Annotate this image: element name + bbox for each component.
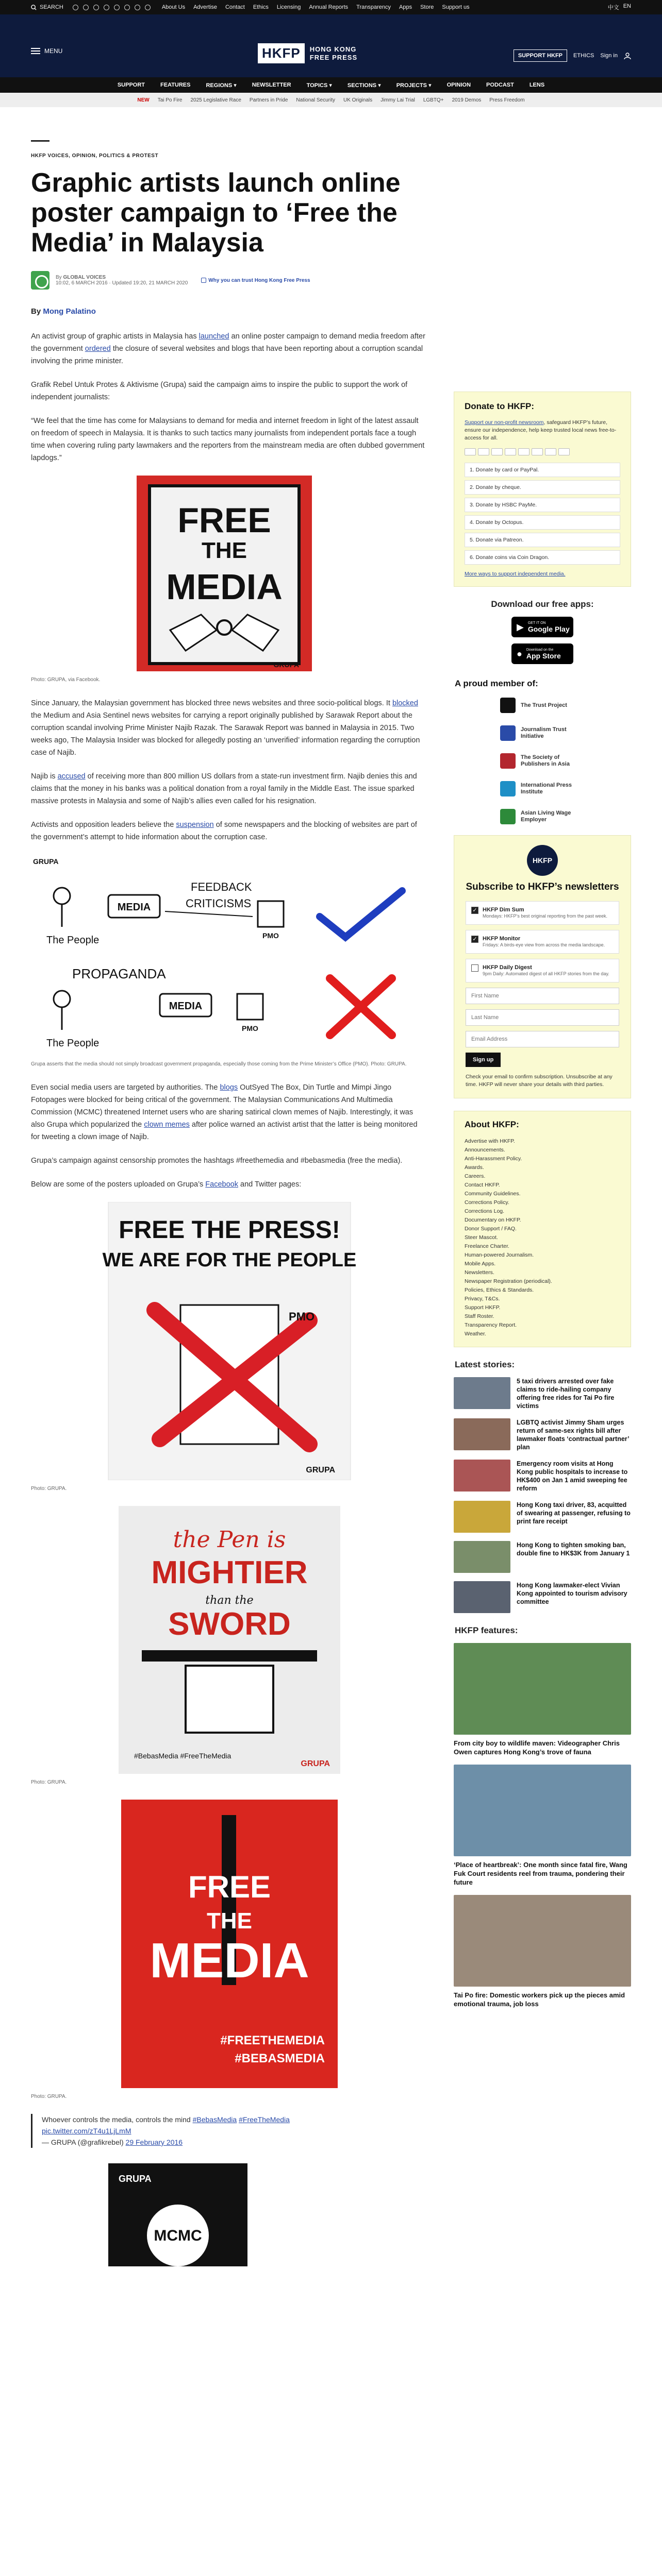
gp-line-2: Google Play (527, 625, 570, 633)
article-dates: 10:02, 6 MARCH 2016 · Updated 19:20, 21 MARCH 2020 (56, 280, 188, 286)
search-label: SEARCH (40, 4, 63, 10)
donate-option[interactable]: 3. Donate by HSBC PayMe. (465, 498, 620, 512)
mcmc-signature: GRUPA (119, 2174, 152, 2184)
embedded-tweet (31, 2114, 428, 2148)
text: and Twitter pages: (240, 1180, 302, 1189)
email-field[interactable] (466, 1031, 619, 1047)
caption-2: Grupa asserts that the media should not simply broadcast government propaganda, especially those coming from the Prime Minister’s Office (PMO). Photo: GRUPA. (31, 1061, 407, 1067)
about-item[interactable]: Privacy, T&Cs. (465, 1296, 500, 1302)
text: OutSyed The Box, Din Turtle and Mimpi Jingo Fotopages were blocked for being critical of the government. The Malaysian Communications And Multimedia Commission (MCMC) threatened Internet users who are sharing satirical clown memes of Najib. Interestingly, it was also Grupa which popularized the (31, 1083, 413, 1129)
toplink-transparency[interactable]: Transparency (356, 4, 391, 10)
latest-story[interactable] (454, 1581, 631, 1613)
checkbox-digest[interactable] (471, 964, 478, 972)
story-title: Hong Kong taxi driver, 83, acquitted of swearing at passenger, refusing to print fare receipt (517, 1501, 631, 1525)
donate-title: Donate to HKFP: (465, 401, 535, 411)
donate-option[interactable]: 4. Donate by Octopus. (465, 515, 620, 530)
feature-story[interactable] (454, 1895, 631, 2008)
nav-projects[interactable]: PROJECTS ▾ (396, 82, 432, 89)
jti-logo (500, 725, 516, 741)
link-blogs[interactable]: blogs (220, 1083, 238, 1092)
site-logo[interactable] (258, 43, 357, 63)
newsletter-desc: Mondays: HKFP’s best original reporting from the past week. (483, 913, 607, 919)
donate-box (454, 392, 631, 587)
caption-3: Photo: GRUPA. (31, 1486, 67, 1492)
latest-story[interactable] (454, 1460, 631, 1493)
text: of receiving more than 800 million US dollars from a state-run investment firm. Najib denies this and claims that the money in his banks was a political donation from a royal family in the Middle East. The issue sparked massive protests in Malaysia and some of Najib’s allies even called for his resignation. (31, 772, 417, 805)
caption-4: Photo: GRUPA. (31, 1780, 67, 1785)
search-button[interactable] (31, 4, 63, 10)
story-thumbnail (454, 1460, 510, 1492)
link-clown-memes[interactable]: clown memes (144, 1121, 190, 1129)
newsletter-option-monitor[interactable] (466, 930, 619, 954)
text: Activists and opposition leaders believe the (31, 821, 174, 829)
about-title: About HKFP: (465, 1120, 519, 1129)
cartoon-media-2: MEDIA (169, 1001, 203, 1012)
trending-item[interactable]: Jimmy Lai Trial (380, 97, 415, 103)
text: Since January, the Malaysian government has blocked three news websites and three socio-political blogs. It (31, 699, 390, 707)
nav-opinion[interactable]: OPINION (446, 82, 471, 88)
latest-story[interactable] (454, 1418, 631, 1451)
text: Below are some of the posters uploaded on Grupa’s (31, 1180, 204, 1189)
paragraph-4 (31, 697, 428, 759)
toplink-store[interactable]: Store (420, 4, 434, 10)
trust-project-link[interactable] (201, 278, 310, 283)
nav-features[interactable]: FEATURES (160, 82, 191, 88)
fm-line-2: THE (207, 1908, 252, 1934)
google-pay-icon (558, 448, 570, 455)
by-prefix: By (56, 275, 62, 280)
press-pmo: PMO (289, 1310, 315, 1323)
google-play-icon: ▶ (517, 621, 524, 632)
nav-lens[interactable]: LENS (529, 82, 545, 88)
member-name: The Society of Publishers in Asia (521, 754, 570, 767)
link-suspension[interactable]: suspension (176, 821, 214, 829)
trending-item[interactable]: Partners in Pride (249, 97, 288, 103)
nav-newsletter[interactable]: NEWSLETTER (252, 82, 291, 88)
feature-image (454, 1765, 631, 1856)
story-title: LGBTQ activist Jimmy Sham urges return of same-sex rights bill after lawmaker floats ‘contractual partner’ plan (517, 1419, 629, 1451)
text: Najib is (31, 772, 56, 781)
mcmc-text: MCMC (154, 2227, 202, 2244)
fist-shape (186, 1666, 273, 1733)
press-line-2: WE ARE FOR THE PEOPLE (102, 1249, 357, 1271)
pen-tags: #BebasMedia #FreeTheMedia (134, 1752, 231, 1760)
toplink-apps[interactable]: Apps (399, 4, 412, 10)
pmo-figure-1 (258, 901, 284, 927)
poster-signature: GRUPA (273, 660, 299, 669)
main-nav (0, 77, 662, 93)
payment-icons (465, 448, 620, 455)
text: an online poster campaign to demand media freedom after the government (31, 332, 425, 353)
about-item[interactable]: Policies, Ethics & Standards. (465, 1287, 534, 1293)
paragraph-7 (31, 1081, 428, 1143)
about-item[interactable]: Human-powered Journalism. (465, 1252, 534, 1258)
about-list (465, 1137, 620, 1338)
donate-text (465, 419, 620, 442)
article-category[interactable]: HKFP VOICES, OPINION, POLITICS & PROTEST (31, 153, 159, 159)
press-line-1: FREE THE PRESS! (119, 1216, 340, 1244)
last-name-field[interactable] (466, 1009, 619, 1026)
tweet-author: — GRUPA (@grafikrebel) (42, 2138, 124, 2146)
about-item[interactable]: Mobile Apps. (465, 1261, 496, 1267)
link-launched[interactable]: launched (198, 332, 229, 341)
member-trust-project[interactable] (500, 696, 631, 715)
pen-line-3: than the (205, 1594, 254, 1607)
cartoon-signature: GRUPA (33, 857, 59, 866)
text: An activist group of graphic artists in Malaysia has (31, 332, 197, 341)
cartoon-criticisms: CRITICISMS (186, 897, 252, 910)
pen-signature: GRUPA (301, 1759, 330, 1768)
nav-regions[interactable]: REGIONS ▾ (206, 82, 237, 89)
story-thumbnail (454, 1377, 510, 1409)
sopa-logo (500, 753, 516, 769)
newsletter-name: HKFP Monitor (483, 936, 521, 942)
member-living-wage[interactable] (500, 807, 631, 826)
story-thumbnail (454, 1501, 510, 1533)
amex-icon (491, 448, 503, 455)
features-title: HKFP features: (455, 1625, 518, 1635)
newsletter-desc: 9pm Daily: Automated digest of all HKFP stories from the day. (483, 971, 609, 976)
pmo-figure-2 (237, 994, 263, 1020)
member-list (454, 696, 631, 826)
trending-item[interactable]: LGBTQ+ (423, 97, 444, 103)
language-switcher (608, 3, 631, 11)
pen-line-1: the Pen is (173, 1527, 286, 1553)
trending-item[interactable]: UK Originals (343, 97, 373, 103)
sidebar (454, 392, 631, 2016)
toplink-annual-reports[interactable]: Annual Reports (309, 4, 349, 10)
app-store-text (526, 648, 561, 660)
nav-support[interactable]: SUPPORT (117, 82, 145, 88)
member-name: The Trust Project (521, 702, 567, 708)
about-item[interactable]: Newsletters. (465, 1269, 494, 1276)
trending-item[interactable]: Tai Po Fire (157, 97, 183, 103)
byline (31, 271, 428, 290)
newsletter-title: Subscribe to HKFP’s newsletters (466, 882, 619, 892)
as-line-2: App Store (526, 652, 561, 660)
toplink-advertise[interactable]: Advertise (193, 4, 217, 10)
more-ways-link[interactable]: More ways to support independent media. (465, 571, 566, 577)
lang-en[interactable]: EN (623, 3, 631, 9)
story-thumbnail (454, 1418, 510, 1450)
paragraph-9 (31, 1178, 428, 1191)
story-thumbnail (454, 1581, 510, 1613)
about-item[interactable]: Steer Mascot. (465, 1234, 498, 1241)
about-item[interactable]: Corrections Policy. (465, 1199, 509, 1206)
top-links (162, 4, 470, 10)
apps-title: Download our free apps: (491, 599, 594, 609)
jcb-icon (505, 448, 516, 455)
about-item[interactable]: Donor Support / FAQ. (465, 1226, 517, 1232)
about-item[interactable]: Documentary on HKFP. (465, 1217, 521, 1223)
linkedin-icon[interactable] (135, 5, 140, 10)
paragraph-2: Grafik Rebel Untuk Protes & Aktivisme (Grupa) said the campaign aims to inspire the public to support the work of independent journalists: (31, 381, 408, 401)
mastodon-icon[interactable] (145, 5, 151, 10)
caption-1: Photo: GRUPA, via Facebook. (31, 677, 101, 683)
newsletter-option-digest[interactable] (466, 959, 619, 982)
donate-option[interactable]: 5. Donate via Patreon. (465, 533, 620, 547)
search-icon (31, 5, 37, 10)
unionpay-icon (532, 448, 543, 455)
member-ipi[interactable] (500, 779, 631, 798)
poster-line-media: MEDIA (166, 567, 283, 607)
paragraph-8: Grupa’s campaign against censorship promotes the hashtags #freethemedia and #bebasmedia (free the media). (31, 1157, 403, 1165)
logo-abbr: HKFP (258, 43, 305, 63)
menu-label: MENU (44, 47, 63, 55)
trending-item[interactable]: 2025 Legislative Race (190, 97, 241, 103)
feature-image (454, 1895, 631, 1987)
red-free-media-poster (31, 1800, 428, 2088)
bluesky-icon[interactable] (114, 5, 120, 10)
tweet-hashtag-2[interactable]: #FreeTheMedia (239, 2115, 290, 2124)
about-item[interactable]: Advertise with HKFP. (465, 1138, 515, 1144)
newsletter-note: Check your email to confirm subscription. Unsubscribe at any time. HKFP will never share your details with third parties. (466, 1074, 613, 1088)
lang-zh[interactable]: 中文 (607, 5, 619, 11)
logo-text (310, 45, 357, 62)
cartoon-propaganda: PROPAGANDA (72, 966, 166, 981)
paragraph-1 (31, 330, 428, 367)
living-wage-logo (500, 809, 516, 824)
text: Even social media users are targeted by authorities. The (31, 1083, 218, 1092)
member-sopa[interactable] (500, 752, 631, 770)
about-item[interactable]: Corrections Log. (465, 1208, 505, 1214)
toplink-ethics[interactable]: Ethics (253, 4, 269, 10)
member-name: International Press Institute (521, 782, 572, 795)
mastercard-icon (478, 448, 489, 455)
paypal-icon (518, 448, 529, 455)
latest-story[interactable] (454, 1541, 631, 1573)
about-item[interactable]: Staff Roster. (465, 1313, 494, 1319)
newsletter-box (454, 835, 631, 1098)
instagram-icon[interactable] (93, 5, 99, 10)
pen-shape (142, 1650, 317, 1662)
text: of some newspapers and the blocking of websites are part of the government’s attempt to hide information about the corruption case. (31, 821, 417, 841)
about-item[interactable]: Awards. (465, 1164, 484, 1171)
press-signature: GRUPA (306, 1466, 335, 1475)
author-line (31, 307, 428, 316)
feature-image (454, 1643, 631, 1735)
facebook-icon[interactable] (83, 5, 89, 10)
about-item[interactable]: Community Guidelines. (465, 1191, 521, 1197)
newsletter-option-dimsum[interactable] (466, 901, 619, 925)
site-header (0, 14, 662, 77)
about-item[interactable]: Newspaper Registration (periodical). (465, 1278, 552, 1284)
free-the-press-poster (31, 1202, 428, 1480)
google-play-button[interactable] (511, 617, 573, 637)
about-item[interactable]: Announcements. (465, 1147, 505, 1153)
about-item[interactable]: Support HKFP. (465, 1304, 501, 1311)
cartoon-pmo-1: PMO (262, 931, 279, 940)
cartoon-people-1: The People (46, 935, 100, 946)
menu-button[interactable] (31, 47, 62, 55)
newsletter-logo: HKFP (527, 845, 558, 876)
pen-line-2: MIGHTIER (151, 1555, 308, 1590)
fm-tag-2: #BEBASMEDIA (235, 2052, 325, 2065)
user-icon[interactable] (624, 52, 631, 59)
twitter-icon[interactable] (73, 5, 78, 10)
header-actions (514, 49, 631, 62)
story-title: Emergency room visits at Hong Kong public hospitals to increase to HK$400 on Jan 1 amid sweeping fee reform (517, 1460, 628, 1492)
pen-mightier-poster (31, 1506, 428, 1774)
link-blocked[interactable]: blocked (392, 699, 418, 707)
signin-link[interactable]: Sign in (600, 53, 618, 59)
latest-story[interactable] (454, 1501, 631, 1533)
cartoon-pmo-2: PMO (242, 1024, 258, 1032)
cartoon-people-2: The People (46, 1038, 100, 1049)
media-feedback-cartoon (31, 855, 428, 1056)
toplink-support[interactable]: Support us (442, 4, 470, 10)
story-title: 5 taxi drivers arrested over fake claims to ride-hailing company offering free rides for Tai Po fire victims (517, 1378, 615, 1410)
trending-item[interactable]: National Security (296, 97, 335, 103)
poster-line-the: THE (202, 538, 247, 563)
donate-option[interactable]: 1. Donate by card or PayPal. (465, 463, 620, 477)
first-name-field[interactable] (466, 988, 619, 1004)
social-icons (73, 5, 151, 10)
nav-topics[interactable]: TOPICS ▾ (306, 82, 332, 89)
latest-stories (454, 1377, 631, 1613)
google-play-text (528, 621, 570, 633)
feature-title: Tai Po fire: Domestic workers pick up the pieces amid emotional trauma, job loss (454, 1991, 625, 2008)
top-bar (0, 0, 662, 14)
latest-story[interactable] (454, 1377, 631, 1410)
poster-line-free: FREE (177, 501, 271, 540)
donate-option[interactable]: 2. Donate by cheque. (465, 480, 620, 495)
about-item[interactable]: Freelance Charter. (465, 1243, 509, 1249)
pen-line-4: SWORD (168, 1606, 291, 1642)
about-item[interactable]: Weather. (465, 1331, 486, 1337)
toplink-licensing[interactable]: Licensing (276, 4, 301, 10)
title-rule (31, 140, 49, 142)
support-hkfp-button[interactable]: SUPPORT HKFP (514, 49, 567, 62)
checkbox-dimsum[interactable]: ✓ (471, 907, 478, 914)
story-title: Hong Kong lawmaker-elect Vivian Kong appointed to tourism advisory committee (517, 1582, 627, 1605)
text: the closure of several websites and blogs that have been reporting about a corruption scandal involving the prime minister. (31, 345, 423, 365)
member-title: A proud member of: (455, 679, 538, 688)
about-item[interactable]: Contact HKFP. (465, 1182, 500, 1188)
visa-icon (465, 448, 476, 455)
trust-project-logo (500, 698, 516, 713)
as-line-1: Download on the (526, 648, 554, 652)
feature-story[interactable] (454, 1765, 631, 1887)
logo-line-2: FREE PRESS (309, 53, 358, 61)
tweet-date-link[interactable]: 29 February 2016 (125, 2138, 183, 2146)
global-voices-logo (31, 271, 49, 290)
newsletter-name: HKFP Dim Sum (483, 907, 524, 913)
member-name: Journalism Trust Initiative (521, 726, 567, 739)
signup-button[interactable]: Sign up (466, 1053, 501, 1067)
cartoon-feedback: FEEDBACK (191, 880, 252, 893)
apple-icon: ● (517, 648, 522, 659)
trending-bar (0, 93, 662, 107)
paragraph-6 (31, 819, 428, 843)
new-badge: NEW (137, 97, 150, 103)
about-item[interactable]: Anti-Harassment Policy. (465, 1156, 522, 1162)
free-the-media-poster (31, 476, 428, 671)
caption-5: Photo: GRUPA. (31, 2094, 67, 2099)
about-box (454, 1111, 631, 1347)
story-thumbnail (454, 1541, 510, 1573)
trust-note-text: Why you can trust Hong Kong Free Press (208, 277, 310, 283)
link-ordered[interactable]: ordered (85, 345, 111, 353)
feature-title: ‘Place of heartbreak’: One month since fatal fire, Wang Fuk Court residents reel from trauma, pondering their future (454, 1861, 627, 1886)
link-accused[interactable]: accused (57, 772, 86, 781)
about-item[interactable]: Transparency Report. (465, 1322, 517, 1328)
toplink-about[interactable]: About Us (161, 4, 186, 10)
donate-option[interactable]: 6. Donate coins via Coin Dragon. (465, 550, 620, 565)
tweet-text: Whoever controls the media, controls the mind (42, 2115, 191, 2124)
threads-icon[interactable] (104, 5, 109, 10)
trending-item[interactable]: Press Freedom (489, 97, 525, 103)
latest-title: Latest stories: (455, 1360, 515, 1369)
tweet-hashtag-1[interactable]: #BebasMedia (192, 2115, 237, 2124)
toplink-contact[interactable]: Contact (225, 4, 245, 10)
text: , safeguard HKFP’s future, ensure our independence, help keep trusted local news free-to-access for all. (465, 419, 617, 441)
app-store-button[interactable] (511, 643, 573, 664)
author-link[interactable]: Mong Palatino (43, 307, 96, 316)
paragraph-3: “We feel that the time has come for Malaysians to demand for media and internet freedom in light of the latest assault on freedom of speech in Malaysia. It is thanks to such tactics many journalists from independent portals face a tough time when covering ruling party lawmakers and the reporters from the mainstream media are often dubbed government lapdogs.” (31, 417, 425, 462)
article (31, 140, 428, 2269)
fm-line-1: FREE (188, 1870, 271, 1904)
feature-story[interactable] (454, 1643, 631, 1756)
cartoon-media-1: MEDIA (117, 902, 151, 913)
apple-pay-icon (545, 448, 556, 455)
hamburger-icon (31, 48, 40, 54)
ethics-link[interactable]: ETHICS (573, 53, 594, 59)
link-facebook[interactable]: Facebook (205, 1180, 238, 1189)
about-item[interactable]: Careers. (465, 1173, 486, 1179)
byline-text (56, 275, 188, 286)
youtube-icon[interactable] (124, 5, 130, 10)
member-name: Asian Living Wage Employer (521, 810, 571, 823)
donate-link[interactable]: Support our non-profit newsroom (465, 419, 544, 426)
newsletter-name: HKFP Daily Digest (483, 964, 532, 971)
fm-line-3: MEDIA (150, 1933, 309, 1988)
story-title: Hong Kong to tighten smoking ban, double fine to HK$3K from January 1 (517, 1541, 630, 1557)
byline-source[interactable]: GLOBAL VOICES (63, 275, 106, 280)
author-prefix: By (31, 307, 41, 316)
logo-line-1: HONG KONG (309, 45, 357, 53)
fm-tag-1: #FREETHEMEDIA (220, 2033, 325, 2047)
paragraph-5 (31, 770, 428, 807)
newsletter-desc: Fridays: A birds-eye view from across the media landscape. (483, 942, 605, 947)
trending-item[interactable]: 2019 Demos (452, 97, 482, 103)
article-title: Graphic artists launch online poster campaign to ‘Free the Media’ in Malaysia (31, 168, 401, 258)
mcmc-poster (31, 2163, 428, 2266)
feature-title: From city boy to wildlife maven: Videographer Chris Owen captures Hong Kong’s trove of fauna (454, 1739, 620, 1756)
text: after police warned an activist artist that the latter is being monitored for tweeting a clown image of Najib. (31, 1121, 418, 1141)
trust-icon (201, 278, 206, 283)
checkbox-monitor[interactable]: ✓ (471, 936, 478, 943)
tweet-pic-link[interactable]: pic.twitter.com/zT4u1LjLmM (42, 2127, 131, 2135)
ipi-logo (500, 781, 516, 796)
nav-podcast[interactable]: PODCAST (486, 82, 514, 88)
nav-sections[interactable]: SECTIONS ▾ (347, 82, 381, 89)
text: the Medium and Asia Sentinel news websites for carrying a report originally published by Sarawak Report about the corruption scandal involving Prime Minister Najib Razak. The Sarawak Report was banned in Malaysia in 2015. Two weeks ago, The Malaysia Insider was blocked for allegedly posting an ‘unverified’ information regarding the corruption case of Najib. (31, 711, 420, 757)
member-jti[interactable] (500, 724, 631, 742)
gp-line-1: GET IT ON (527, 621, 546, 625)
